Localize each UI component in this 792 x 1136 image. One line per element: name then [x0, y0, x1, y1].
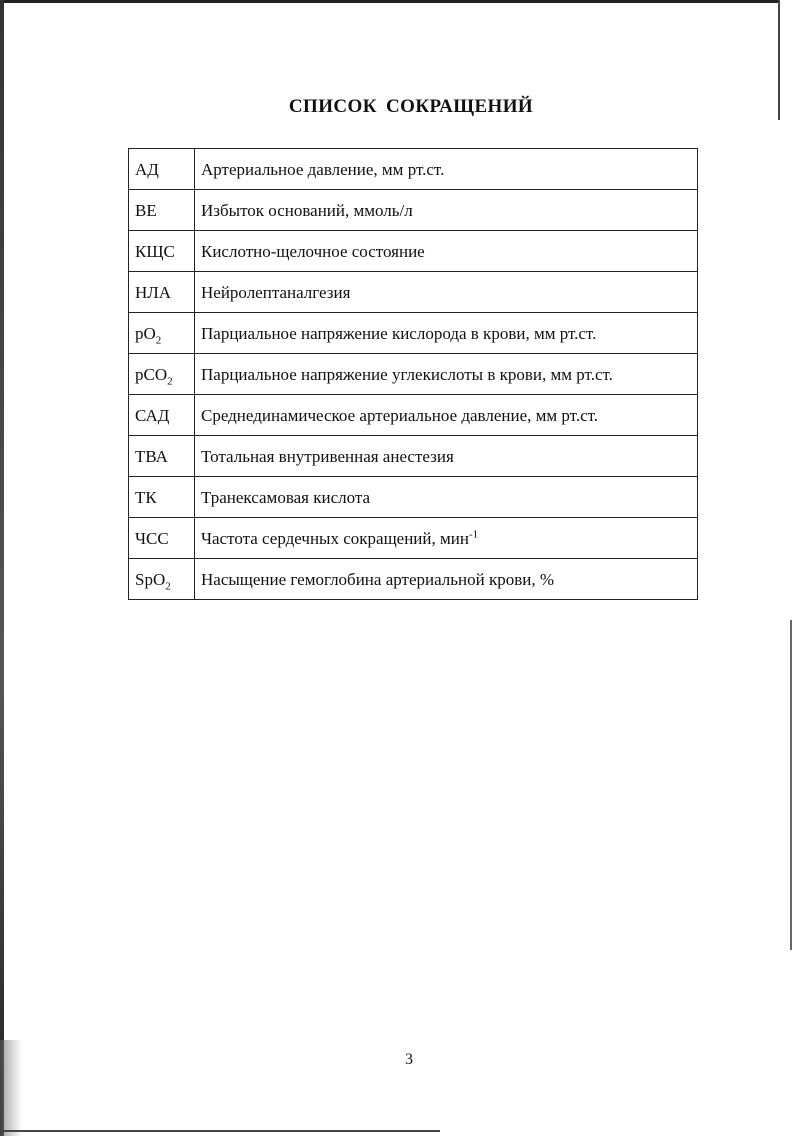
definition-text: Частота сердечных сокращений, мин — [201, 528, 469, 548]
abbreviation-cell — [129, 190, 195, 231]
definition-text: Транексамовая кислота — [201, 487, 371, 507]
definition-cell — [195, 149, 698, 190]
abbreviation-subscript: 2 — [165, 579, 171, 592]
definition-cell — [195, 559, 698, 600]
definition-superscript: -1 — [468, 527, 479, 540]
scan-edge-left — [0, 0, 4, 1136]
abbreviations-table-body — [129, 149, 698, 600]
definition-text: Среднединамическое артериальное давление, мм рт.ст. — [201, 405, 599, 425]
abbreviation-text: НЛА — [135, 282, 172, 302]
scan-edge-bottom — [0, 1130, 440, 1132]
abbreviation-text: ТК — [135, 487, 157, 507]
definition-text: Кислотно-щелочное состояние — [201, 241, 425, 261]
abbreviation-cell — [129, 149, 195, 190]
abbreviation-cell — [129, 231, 195, 272]
abbreviation-cell — [129, 477, 195, 518]
abbreviation-text: АД — [135, 159, 159, 179]
definition-text: Парциальное напряжение кислорода в крови, мм рт.ст. — [201, 323, 597, 343]
abbreviation-cell — [129, 313, 195, 354]
definition-cell — [195, 518, 698, 559]
definition-text: Парциальное напряжение углекислоты в крови, мм рт.ст. — [201, 364, 613, 384]
abbreviation-cell — [129, 559, 195, 600]
table-row — [129, 559, 698, 600]
abbreviation-cell — [129, 395, 195, 436]
table-row — [129, 354, 698, 395]
definition-cell — [195, 272, 698, 313]
abbreviation-text: КЩС — [135, 241, 175, 261]
table-row — [129, 477, 698, 518]
abbreviation-subscript: 2 — [167, 374, 173, 387]
definition-text: Нейролептаналгезия — [201, 282, 351, 302]
definition-cell — [195, 313, 698, 354]
table-row — [129, 395, 698, 436]
definition-text: Насыщение гемоглобина артериальной крови, % — [201, 569, 555, 589]
definition-text: Артериальное давление, мм рт.ст. — [201, 159, 445, 179]
page-title: СПИСОК СОКРАЩЕНИЙ — [288, 96, 534, 117]
table-row — [129, 436, 698, 477]
abbreviation-text: pO — [135, 323, 156, 343]
abbreviation-text: САД — [135, 405, 170, 425]
abbreviation-cell — [129, 436, 195, 477]
definition-text: Тотальная внутривенная анестезия — [201, 446, 454, 466]
abbreviation-text: SpO — [135, 569, 166, 589]
definition-text: Избыток оснований, ммоль/л — [201, 200, 413, 220]
abbreviation-cell — [129, 518, 195, 559]
page-number: 3 — [405, 1051, 413, 1068]
definition-cell — [195, 436, 698, 477]
abbreviation-text: ЧСС — [135, 528, 169, 548]
abbreviation-cell — [129, 272, 195, 313]
table-row — [129, 190, 698, 231]
abbreviation-text: ТВА — [135, 446, 168, 466]
definition-cell — [195, 190, 698, 231]
table-row — [129, 272, 698, 313]
abbreviation-subscript: 2 — [155, 333, 162, 346]
abbreviation-text: ВЕ — [135, 200, 157, 220]
table-row — [129, 149, 698, 190]
table-row — [129, 231, 698, 272]
abbreviation-text: pCO — [135, 364, 168, 384]
definition-cell — [195, 395, 698, 436]
scan-shadow — [0, 1040, 22, 1136]
definition-cell — [195, 354, 698, 395]
table-row — [129, 518, 698, 559]
definition-cell — [195, 477, 698, 518]
definition-cell — [195, 231, 698, 272]
abbreviations-table — [128, 148, 698, 600]
table-row — [129, 313, 698, 354]
abbreviation-cell — [129, 354, 195, 395]
scan-edge-top — [0, 0, 780, 3]
